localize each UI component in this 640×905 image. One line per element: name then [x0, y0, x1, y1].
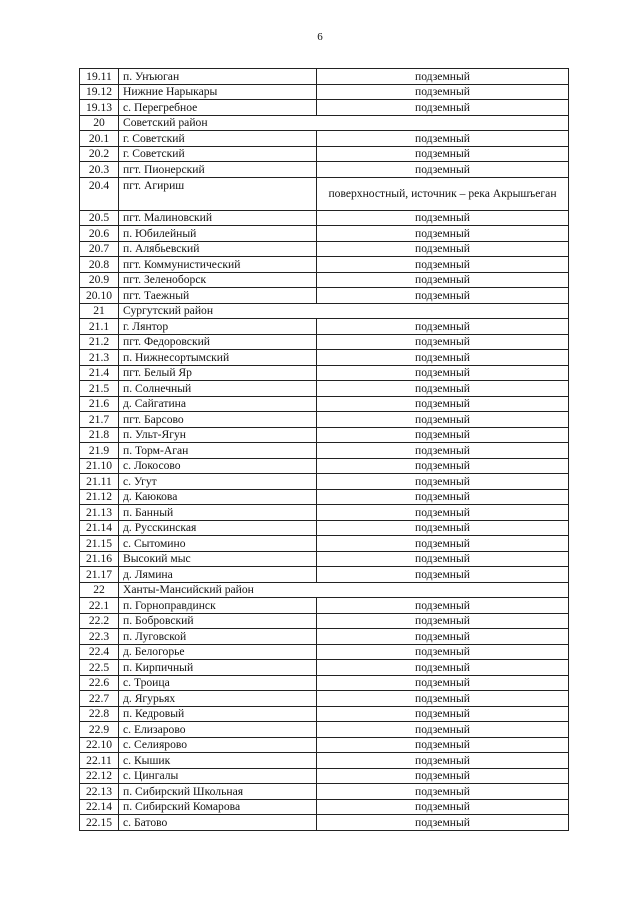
settlement-name-cell: г. Лянтор: [119, 319, 317, 335]
row-number-cell: 21.16: [80, 551, 119, 567]
water-source-cell: [317, 582, 569, 598]
water-source-cell: подземный: [317, 334, 569, 350]
water-source-cell: подземный: [317, 162, 569, 178]
table-row: [80, 84, 569, 100]
settlement-name-cell: Ханты-Мансийский район: [119, 582, 317, 598]
table-row: [80, 706, 569, 722]
water-source-cell: [317, 303, 569, 319]
settlement-name-cell: д. Русскинская: [119, 520, 317, 536]
water-source-cell: подземный: [317, 350, 569, 366]
row-number-cell: 22.8: [80, 706, 119, 722]
water-source-cell: подземный: [317, 257, 569, 273]
table-row: [80, 598, 569, 614]
table-row: [80, 257, 569, 273]
water-source-cell: подземный: [317, 319, 569, 335]
table-row: [80, 536, 569, 552]
table-row: [80, 443, 569, 459]
water-source-cell: подземный: [317, 458, 569, 474]
settlement-name-cell: с. Цингалы: [119, 768, 317, 784]
settlement-name-cell: пгт. Агириш: [119, 177, 317, 210]
water-source-cell: подземный: [317, 737, 569, 753]
settlement-name-cell: с. Локосово: [119, 458, 317, 474]
table-row: [80, 660, 569, 676]
table-row: [80, 675, 569, 691]
table-row: [80, 458, 569, 474]
row-number-cell: 22.4: [80, 644, 119, 660]
table-row: [80, 131, 569, 147]
row-number-cell: 22.14: [80, 799, 119, 815]
row-number-cell: 22.7: [80, 691, 119, 707]
settlement-name-cell: п. Юбилейный: [119, 226, 317, 242]
water-source-cell: подземный: [317, 768, 569, 784]
settlement-name-cell: пгт. Зеленоборск: [119, 272, 317, 288]
row-number-cell: 20.6: [80, 226, 119, 242]
settlement-name-cell: пгт. Коммунистический: [119, 257, 317, 273]
settlement-name-cell: п. Горноправдинск: [119, 598, 317, 614]
table-row: [80, 210, 569, 226]
row-number-cell: 21.10: [80, 458, 119, 474]
water-source-cell: подземный: [317, 474, 569, 490]
row-number-cell: 21.14: [80, 520, 119, 536]
settlement-name-cell: п. Сибирский Школьная: [119, 784, 317, 800]
table-row: [80, 784, 569, 800]
table-row: [80, 381, 569, 397]
table-row: [80, 100, 569, 116]
table-row: [80, 799, 569, 815]
row-number-cell: 20.5: [80, 210, 119, 226]
settlement-name-cell: с. Перегребное: [119, 100, 317, 116]
row-number-cell: 19.13: [80, 100, 119, 116]
row-number-cell: 22.6: [80, 675, 119, 691]
table-row: [80, 505, 569, 521]
row-number-cell: 21.17: [80, 567, 119, 583]
water-source-cell: подземный: [317, 784, 569, 800]
table-row: [80, 241, 569, 257]
water-source-cell: подземный: [317, 381, 569, 397]
table-row: [80, 551, 569, 567]
water-source-cell: подземный: [317, 100, 569, 116]
table-row: [80, 815, 569, 831]
row-number-cell: 21.6: [80, 396, 119, 412]
table-body: [80, 69, 569, 831]
row-number-cell: 22.3: [80, 629, 119, 645]
settlement-name-cell: с. Сытомино: [119, 536, 317, 552]
table-row: [80, 272, 569, 288]
table-row: [80, 613, 569, 629]
row-number-cell: 22.9: [80, 722, 119, 738]
settlement-name-cell: пгт. Белый Яр: [119, 365, 317, 381]
settlement-name-cell: п. Солнечный: [119, 381, 317, 397]
settlement-name-cell: с. Угут: [119, 474, 317, 490]
table-row: [80, 412, 569, 428]
water-source-cell: подземный: [317, 412, 569, 428]
table-row: [80, 350, 569, 366]
row-number-cell: 22.15: [80, 815, 119, 831]
settlement-name-cell: п. Алябьевский: [119, 241, 317, 257]
table-row: [80, 319, 569, 335]
row-number-cell: 21: [80, 303, 119, 319]
settlement-name-cell: пгт. Малиновский: [119, 210, 317, 226]
settlement-name-cell: с. Селиярово: [119, 737, 317, 753]
table-row: [80, 162, 569, 178]
table-row: [80, 644, 569, 660]
water-source-cell: подземный: [317, 84, 569, 100]
settlement-name-cell: с. Батово: [119, 815, 317, 831]
row-number-cell: 21.4: [80, 365, 119, 381]
water-source-cell: подземный: [317, 288, 569, 304]
settlement-name-cell: п. Бобровский: [119, 613, 317, 629]
row-number-cell: 20.7: [80, 241, 119, 257]
settlement-name-cell: с. Троица: [119, 675, 317, 691]
row-number-cell: 20.2: [80, 146, 119, 162]
row-number-cell: 22.10: [80, 737, 119, 753]
water-source-cell: подземный: [317, 799, 569, 815]
table-row: [80, 288, 569, 304]
water-source-cell: подземный: [317, 443, 569, 459]
row-number-cell: 22.5: [80, 660, 119, 676]
water-source-table: [79, 68, 569, 831]
row-number-cell: 20.1: [80, 131, 119, 147]
table-row: [80, 737, 569, 753]
water-source-cell: подземный: [317, 567, 569, 583]
settlement-name-cell: п. Ульт-Ягун: [119, 427, 317, 443]
water-source-cell: подземный: [317, 146, 569, 162]
settlement-name-cell: пгт. Федоровский: [119, 334, 317, 350]
water-source-cell: подземный: [317, 815, 569, 831]
settlement-name-cell: д. Сайгатина: [119, 396, 317, 412]
settlement-name-cell: г. Советский: [119, 131, 317, 147]
table-row: [80, 582, 569, 598]
row-number-cell: 20.3: [80, 162, 119, 178]
table-row: [80, 226, 569, 242]
water-source-cell: подземный: [317, 396, 569, 412]
row-number-cell: 20.9: [80, 272, 119, 288]
row-number-cell: 22: [80, 582, 119, 598]
row-number-cell: 22.12: [80, 768, 119, 784]
water-source-cell: [317, 115, 569, 131]
row-number-cell: 22.2: [80, 613, 119, 629]
row-number-cell: 20: [80, 115, 119, 131]
row-number-cell: 19.11: [80, 69, 119, 85]
water-source-cell: подземный: [317, 210, 569, 226]
table-row: [80, 567, 569, 583]
water-source-cell: подземный: [317, 598, 569, 614]
water-source-cell: подземный: [317, 722, 569, 738]
settlement-name-cell: с. Кышик: [119, 753, 317, 769]
settlement-name-cell: Советский район: [119, 115, 317, 131]
row-number-cell: 20.8: [80, 257, 119, 273]
settlement-name-cell: д. Лямина: [119, 567, 317, 583]
settlement-name-cell: п. Банный: [119, 505, 317, 521]
table-row: [80, 427, 569, 443]
table-row: [80, 629, 569, 645]
row-number-cell: 21.12: [80, 489, 119, 505]
row-number-cell: 21.9: [80, 443, 119, 459]
table-row: [80, 520, 569, 536]
settlement-name-cell: Сургутский район: [119, 303, 317, 319]
row-number-cell: 20.10: [80, 288, 119, 304]
row-number-cell: 21.7: [80, 412, 119, 428]
water-source-cell: подземный: [317, 520, 569, 536]
row-number-cell: 21.1: [80, 319, 119, 335]
water-source-cell: подземный: [317, 131, 569, 147]
water-source-cell: подземный: [317, 489, 569, 505]
row-number-cell: 21.13: [80, 505, 119, 521]
water-source-cell: подземный: [317, 691, 569, 707]
table-row: [80, 115, 569, 131]
table-row: [80, 753, 569, 769]
table-row: [80, 146, 569, 162]
water-source-cell: подземный: [317, 69, 569, 85]
row-number-cell: 21.5: [80, 381, 119, 397]
water-source-cell: поверхностный, источник – река Акрышъеган: [317, 177, 569, 210]
settlement-name-cell: д. Белогорье: [119, 644, 317, 660]
settlement-name-cell: п. Торм-Аган: [119, 443, 317, 459]
settlement-name-cell: Высокий мыс: [119, 551, 317, 567]
settlement-name-cell: пгт. Барсово: [119, 412, 317, 428]
row-number-cell: 21.8: [80, 427, 119, 443]
row-number-cell: 21.11: [80, 474, 119, 490]
table-row: [80, 489, 569, 505]
water-source-cell: подземный: [317, 365, 569, 381]
water-source-cell: подземный: [317, 753, 569, 769]
settlement-name-cell: пгт. Пионерский: [119, 162, 317, 178]
water-source-cell: подземный: [317, 272, 569, 288]
table-row: [80, 691, 569, 707]
row-number-cell: 22.1: [80, 598, 119, 614]
settlement-name-cell: п. Сибирский Комарова: [119, 799, 317, 815]
water-source-cell: подземный: [317, 629, 569, 645]
table-row: [80, 396, 569, 412]
table-row: [80, 303, 569, 319]
water-source-cell: подземный: [317, 505, 569, 521]
table-row: [80, 365, 569, 381]
water-source-cell: подземный: [317, 675, 569, 691]
row-number-cell: 20.4: [80, 177, 119, 210]
settlement-name-cell: п. Унъюган: [119, 69, 317, 85]
table-row: [80, 69, 569, 85]
settlement-name-cell: п. Луговской: [119, 629, 317, 645]
row-number-cell: 21.2: [80, 334, 119, 350]
settlement-name-cell: п. Кедровый: [119, 706, 317, 722]
water-source-cell: подземный: [317, 644, 569, 660]
settlement-name-cell: с. Елизарово: [119, 722, 317, 738]
settlement-name-cell: Нижние Нарыкары: [119, 84, 317, 100]
settlement-name-cell: г. Советский: [119, 146, 317, 162]
water-source-cell: подземный: [317, 613, 569, 629]
water-source-cell: подземный: [317, 427, 569, 443]
water-source-cell: подземный: [317, 551, 569, 567]
water-source-cell: подземный: [317, 660, 569, 676]
settlement-name-cell: пгт. Таежный: [119, 288, 317, 304]
page-number: 6: [317, 31, 323, 43]
table-row: [80, 474, 569, 490]
water-source-cell: подземный: [317, 706, 569, 722]
settlement-name-cell: д. Каюкова: [119, 489, 317, 505]
row-number-cell: 19.12: [80, 84, 119, 100]
water-source-cell: подземный: [317, 536, 569, 552]
table-row: [80, 722, 569, 738]
water-source-cell: подземный: [317, 241, 569, 257]
row-number-cell: 21.15: [80, 536, 119, 552]
row-number-cell: 22.13: [80, 784, 119, 800]
settlement-name-cell: п. Нижнесортымский: [119, 350, 317, 366]
row-number-cell: 22.11: [80, 753, 119, 769]
row-number-cell: 21.3: [80, 350, 119, 366]
table-row: [80, 768, 569, 784]
settlement-name-cell: д. Ягурьях: [119, 691, 317, 707]
settlement-name-cell: п. Кирпичный: [119, 660, 317, 676]
table-row: [80, 334, 569, 350]
water-source-cell: подземный: [317, 226, 569, 242]
table-row: [80, 177, 569, 210]
